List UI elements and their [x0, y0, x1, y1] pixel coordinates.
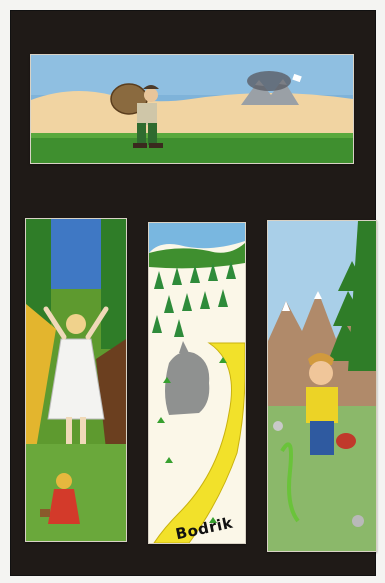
woman-scene — [26, 219, 126, 541]
drawing-wolf-on-path — [148, 222, 246, 544]
hiker-scene — [31, 55, 353, 163]
drawing-woman-in-white-dress — [25, 218, 127, 542]
drawing-man-in-yellow-sweater — [267, 220, 377, 552]
wolf-scene — [149, 223, 245, 543]
black-display-board — [10, 10, 376, 576]
drawing-hiker-with-sack — [30, 54, 354, 164]
man-scene — [268, 221, 376, 551]
artist-signature: Bodrik — [174, 513, 235, 543]
